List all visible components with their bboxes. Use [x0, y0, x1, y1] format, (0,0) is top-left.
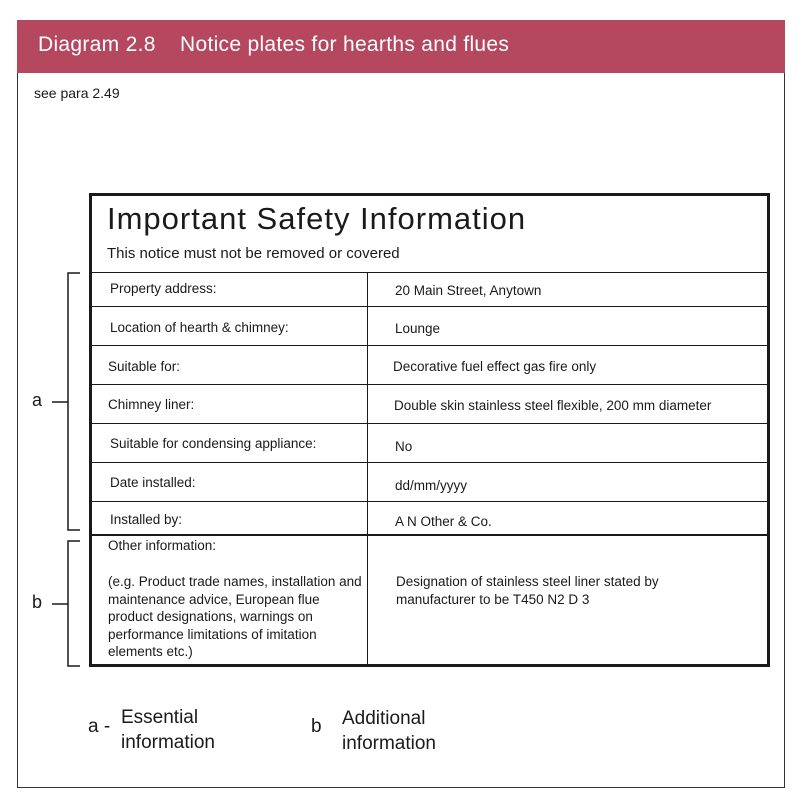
row-label-installed-by: Installed by:	[110, 512, 183, 527]
legend-a-key: a -	[88, 716, 111, 737]
bracket-a	[68, 273, 80, 530]
legend-b-key: b	[311, 716, 322, 737]
diagram-number: Diagram 2.8	[38, 33, 156, 56]
row-value-location: Lounge	[395, 321, 441, 336]
diagram-title: Notice plates for hearths and flues	[180, 33, 510, 56]
other-information-hint: (e.g. Product trade names, installation and maintenance advice, European flue product designations, warnings on performance limitations of imitation elements etc.)	[108, 574, 362, 659]
row-label-property-address: Property address:	[110, 281, 217, 296]
row-value-suitable-for: Decorative fuel effect gas fire only	[393, 359, 597, 374]
bracket-b	[68, 541, 80, 666]
row-label-location: Location of hearth & chimney:	[110, 320, 289, 335]
other-information-label: Other information:	[108, 538, 217, 553]
row-label-suitable-for: Suitable for:	[108, 359, 181, 374]
row-label-chimney-liner: Chimney liner:	[108, 397, 195, 412]
row-label-date-installed: Date installed:	[110, 475, 196, 490]
legend-a-text: Essential information	[121, 707, 215, 753]
other-information-value: Designation of stainless steel liner stated by manufacturer to be T450 N2 D 3	[396, 574, 659, 607]
row-value-date-installed: dd/mm/yyyy	[395, 478, 468, 493]
row-value-chimney-liner: Double skin stainless steel flexible, 200 mm diameter	[394, 398, 712, 413]
notice-subtitle: This notice must not be removed or covered	[107, 245, 400, 262]
legend-b-text: Additional information	[342, 708, 436, 754]
bracket-a-label: a	[32, 390, 43, 410]
bracket-b-label: b	[32, 592, 43, 612]
row-value-installed-by: A N Other & Co.	[395, 514, 492, 529]
row-value-condensing: No	[395, 439, 413, 454]
paragraph-reference: see para 2.49	[34, 85, 120, 101]
row-value-property-address: 20 Main Street, Anytown	[395, 283, 542, 298]
notice-title: Important Safety Information	[107, 201, 527, 236]
row-label-condensing: Suitable for condensing appliance:	[110, 436, 317, 451]
